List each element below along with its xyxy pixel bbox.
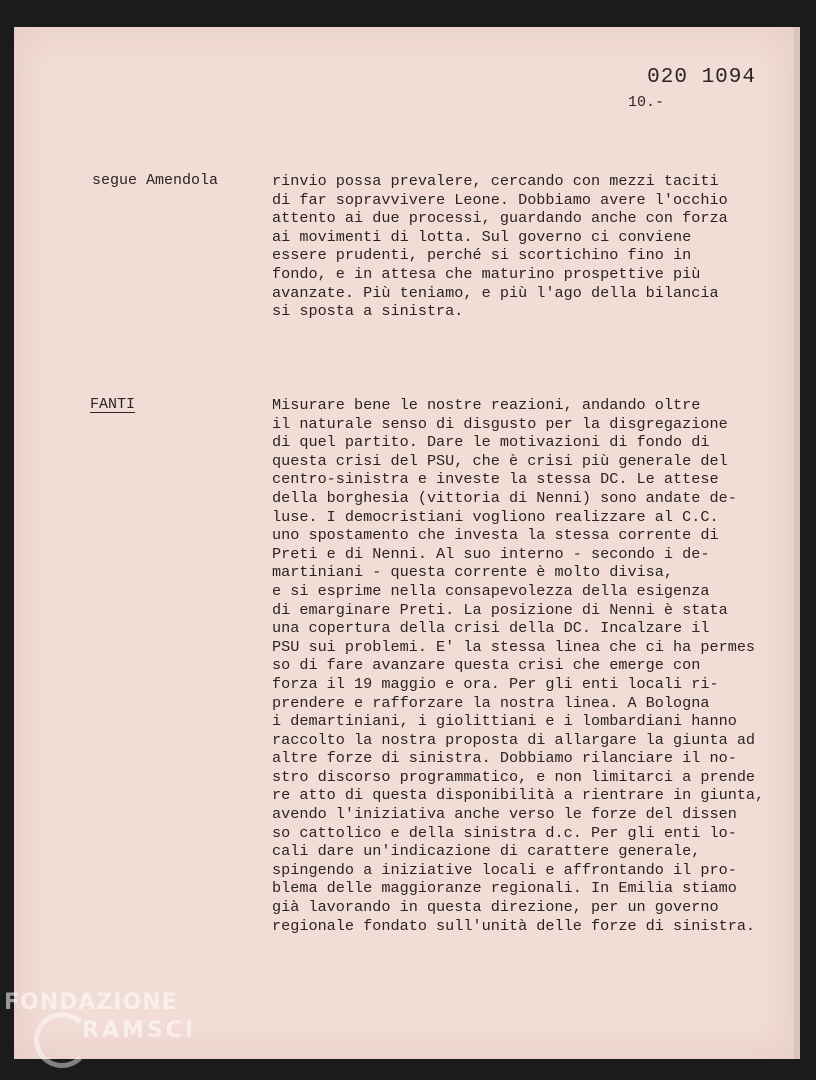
page-number: 10.- (628, 94, 665, 111)
text-line: una copertura della crisi della DC. Incalzare il (272, 619, 710, 638)
text-line: avanzate. Più teniamo, e più l'ago della bilancia (272, 283, 719, 302)
text-line: regionale fondato sull'unità delle forze di sinistra. (272, 916, 756, 935)
text-line: e si esprime nella consapevolezza della esigenza (272, 581, 710, 600)
text-line: rinvio possa prevalere, cercando con mezzi taciti (272, 172, 719, 190)
text-line: questa crisi del PSU, che è crisi più generale del (272, 451, 728, 470)
text-line: attento ai due processi, guardando anche con forza (272, 209, 728, 228)
text-line: stro discorso programmatico, e non limitarci a prende (272, 767, 756, 786)
text-line: so di fare avanzare questa crisi che emerge con (272, 656, 701, 675)
text-line: martiniani - questa corrente è molto divisa, (272, 563, 674, 582)
text-line: il naturale senso di disgusto per la disgregazione (272, 414, 728, 433)
logo-line-1: FONDAZIONE (4, 990, 178, 1015)
text-line: avendo l'iniziativa anche verso le forze del dissen (272, 805, 737, 824)
speaker-label-fanti: FANTI (90, 396, 136, 413)
text-line: i demartiniani, i giolittiani e i lombardiani hanno (272, 712, 737, 731)
text-line: raccolto la nostra proposta di allargare la giunta ad (272, 730, 756, 749)
speaker-label-amendola: segue Amendola (92, 172, 219, 189)
text-line: cali dare un'indicazione di carattere generale, (272, 842, 701, 861)
text-line: di emarginare Preti. La posizione di Nenni è stata (272, 600, 728, 619)
text-line: spingendo a iniziative locali e affrontando il pro- (272, 860, 737, 879)
text-line: altre forze di sinistra. Dobbiamo rilanciare il no- (272, 749, 737, 768)
text-line: essere prudenti, perché si scortichino fino in (272, 246, 692, 265)
text-line: forza il 19 maggio e ora. Per gli enti locali ri- (272, 674, 719, 693)
archive-stamp-number: 020 1094 (647, 66, 756, 89)
text-line: centro-sinistra e investe la stessa DC. Le attese (272, 470, 719, 489)
text-line: di quel partito. Dare le motivazioni di fondo di (272, 433, 710, 452)
text-line: Misurare bene le nostre reazioni, andando oltre (272, 396, 701, 414)
fondazione-gramsci-logo (4, 990, 204, 1070)
text-line: Preti e di Nenni. Al suo interno - secondo i de- (272, 544, 710, 563)
text-line: luse. I democristiani vogliono realizzare al C.C. (272, 507, 719, 526)
text-line: fondo, e in attesa che maturino prospettive più (272, 264, 701, 283)
text-line: PSU sui problemi. E' la stessa linea che ci ha permes (272, 637, 756, 656)
text-line: uno spostamento che investa la stessa corrente di (272, 526, 719, 545)
text-line: della borghesia (vittoria di Nenni) sono andate de- (272, 488, 737, 507)
text-line: già lavorando in questa direzione, per un governo (272, 898, 719, 917)
text-line: re atto di questa disponibilità a rientrare in giunta, (272, 786, 765, 805)
text-line: si sposta a sinistra. (272, 302, 464, 321)
text-line: blema delle maggioranze regionali. In Emilia stiamo (272, 879, 737, 898)
text-line: ai movimenti di lotta. Sul governo ci conviene (272, 227, 692, 246)
paragraph-fanti (272, 396, 792, 935)
page-edge (794, 27, 800, 1059)
logo-line-2: RAMSCI (82, 1018, 197, 1043)
text-line: so cattolico e della sinistra d.c. Per gli enti lo- (272, 823, 737, 842)
paragraph-amendola (272, 172, 792, 321)
text-line: di far sopravvivere Leone. Dobbiamo avere l'occhio (272, 190, 728, 209)
text-line: prendere e rafforzare la nostra linea. A Bologna (272, 693, 710, 712)
